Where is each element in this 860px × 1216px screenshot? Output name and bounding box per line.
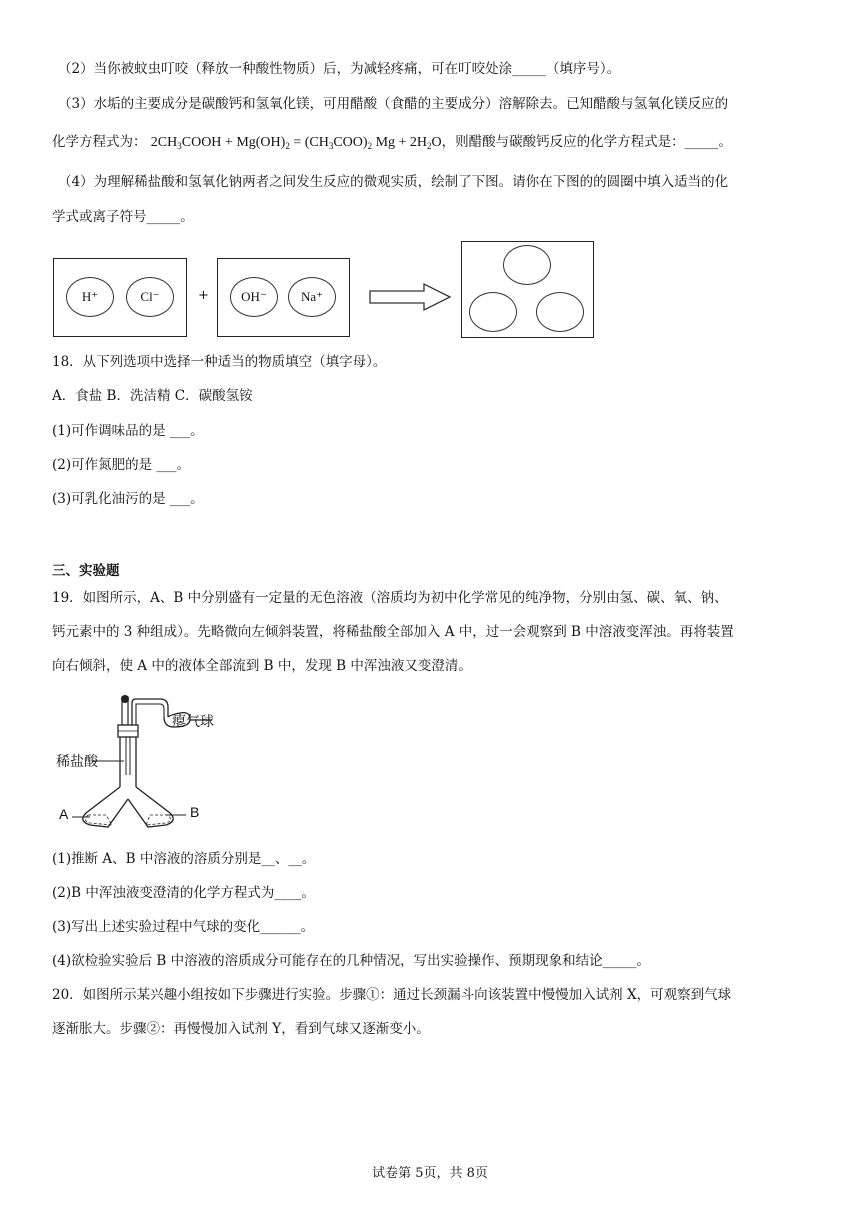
q17-part3-line2 bbox=[52, 132, 732, 156]
deflated-balloon-label: 瘪气球 bbox=[172, 713, 214, 729]
q18-sub2: (2)可作氮肥的是 ___。 bbox=[52, 457, 191, 473]
section-title: 三、实验题 bbox=[52, 563, 120, 579]
product-circle-left bbox=[469, 292, 517, 332]
q17-part3-line1: （3）水垢的主要成分是碳酸钙和氢氧化镁，可用醋酸（食醋的主要成分）溶解除去。已知醋酸与氢氧化镁反应的 bbox=[58, 96, 729, 112]
q18-options: A．食盐 B．洗洁精 C．碳酸氢铵 bbox=[52, 388, 253, 404]
label-a: A bbox=[59, 806, 69, 822]
q19-line2: 钙元素中的 3 种组成）。先略微向左倾斜装置，将稀盐酸全部加入 A 中，过一会观察到 B 中溶液变浑浊。再将装置 bbox=[52, 624, 734, 640]
q17-part3-prefix: 化学方程式为： bbox=[52, 134, 147, 150]
q18-sub1: (1)可作调味品的是 ___。 bbox=[52, 423, 204, 439]
q17-part3-suffix: ，则醋酸与碳酸钙反应的化学方程式是：_____。 bbox=[441, 134, 732, 150]
q19-line1: 19．如图所示，A、B 中分别盛有一定量的无色溶液（溶质均为初中化学常见的纯净物，分别由氢、碳、氧、钠、 bbox=[52, 590, 728, 606]
q20-line2: 逐渐胀大。步骤②：再慢慢加入试剂 Y，看到气球又逐渐变小。 bbox=[52, 1021, 430, 1037]
q18-stem: 18．从下列选项中选择一种适当的物质填空（填字母）。 bbox=[52, 354, 387, 370]
product-box bbox=[461, 241, 594, 338]
h-ion-circle: H⁺ bbox=[66, 277, 114, 317]
q19-sub2: (2)B 中浑浊液变澄清的化学方程式为____。 bbox=[52, 885, 315, 901]
q17-part4-line2: 学式或离子符号_____。 bbox=[52, 209, 194, 225]
q19-sub1: (1)推断 A、B 中溶液的溶质分别是__、__。 bbox=[52, 851, 316, 867]
q19-line3: 向右倾斜，使 A 中的液体全部流到 B 中，发现 B 中浑浊液又变澄清。 bbox=[52, 658, 472, 674]
hcl-ion-box bbox=[53, 258, 187, 337]
vinegar-mgoh2-equation: $2CH_3COOH + Mg(OH)_2 = (CH_3COO)_2$ $Mg + 2H_2O$ bbox=[150, 135, 442, 151]
dilute-hcl-label: 稀盐酸 bbox=[56, 753, 98, 769]
product-circle-right bbox=[536, 292, 584, 332]
oh-ion-circle: OH⁻ bbox=[230, 277, 278, 317]
q19-sub4: (4)欲检验实验后 B 中溶液的溶质成分可能存在的几种情况，写出实验操作、预期现象和结论_____。 bbox=[52, 953, 650, 969]
q17-part4-line1: （4）为理解稀盐酸和氢氧化钠两者之间发生反应的微观实质，绘制了下图。请你在下图的的圆圈中填入适当的化 bbox=[58, 174, 729, 190]
naoh-ion-box bbox=[217, 258, 350, 337]
product-circle-top bbox=[503, 245, 551, 285]
reaction-arrow-icon bbox=[368, 282, 454, 312]
q17-part2: （2）当你被蚊虫叮咬（释放一种酸性物质）后，为减轻疼痛，可在叮咬处涂_____（填序号）。 bbox=[58, 61, 621, 77]
cl-ion-circle: Cl⁻ bbox=[126, 277, 174, 317]
na-ion-circle: Na⁺ bbox=[288, 277, 336, 317]
page-footer: 试卷第 5页，共 8页 bbox=[372, 1166, 488, 1181]
label-b: B bbox=[190, 804, 200, 820]
q19-sub3: (3)写出上述实验过程中气球的变化______。 bbox=[52, 919, 315, 935]
q18-sub3: (3)可乳化油污的是 ___。 bbox=[52, 491, 204, 507]
plus-sign: + bbox=[198, 288, 209, 303]
q20-line1: 20．如图所示某兴趣小组按如下步骤进行实验。步骤①：通过长颈漏斗向该装置中慢慢加入试剂 X，可观察到气球 bbox=[52, 987, 732, 1003]
